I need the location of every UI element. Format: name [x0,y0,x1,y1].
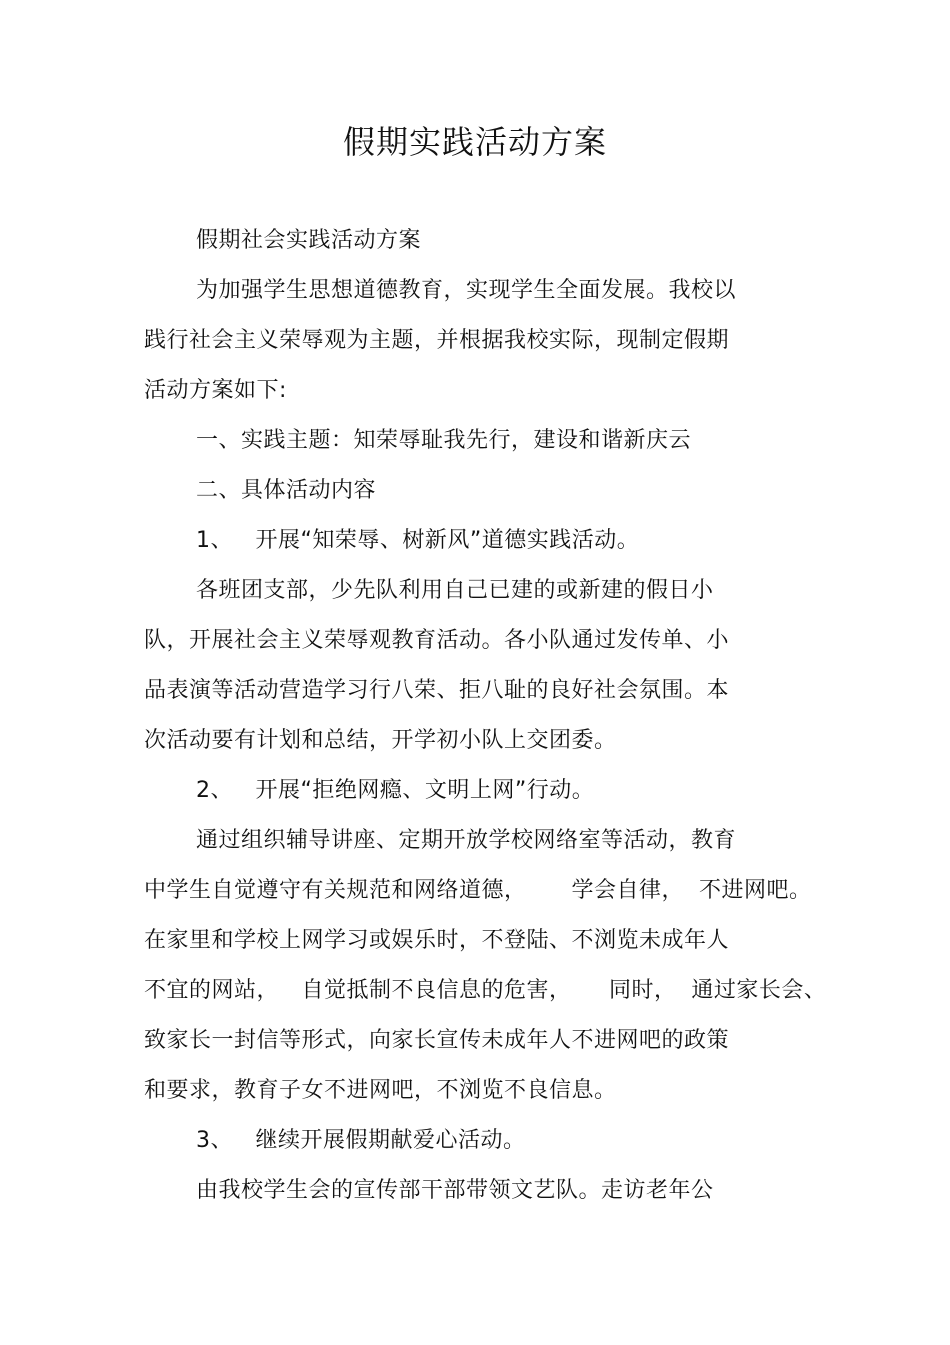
paragraph-line: 3、 继续开展假期献爱心活动。 [196,1128,526,1153]
paragraph-line: 和要求，教育子女不进网吧，不浏览不良信息。 [144,1078,617,1103]
paragraph-line: 二、具体活动内容 [196,478,377,503]
paragraph-line: 致家长一封信等形式，向家长宣传未成年人不进网吧的政策 [144,1028,730,1053]
paragraph-line: 践行社会主义荣辱观为主题，并根据我校实际，现制定假期 [144,328,730,353]
paragraph-line: 在家里和学校上网学习或娱乐时，不登陆、不浏览未成年人 [144,928,730,953]
paragraph-line: 品表演等活动营造学习行八荣、拒八耻的良好社会氛围。本 [144,678,730,703]
paragraph-line: 一、实践主题：知荣辱耻我先行，建设和谐新庆云 [196,428,692,453]
paragraph-line: 活动方案如下: [144,378,287,403]
paragraph-line: 各班团支部，少先队利用自己已建的或新建的假日小 [196,578,714,603]
paragraph-line: 2、 开展“拒绝网瘾、文明上网”行动。 [196,778,595,803]
paragraph-line: 中学生自觉遵守有关规范和网络道德， 学会自律， 不进网吧。 [144,878,812,903]
paragraph-line: 不宜的网站， 自觉抵制不良信息的危害， 同时， 通过家长会、 [144,978,827,1003]
paragraph-line: 队，开展社会主义荣辱观教育活动。各小队通过发传单、小 [144,628,730,653]
paragraph-line: 由我校学生会的宣传部干部带领文艺队。走访老年公 [196,1178,714,1203]
paragraph-line: 为加强学生思想道德教育，实现学生全面发展。我校以 [196,278,737,303]
paragraph-line: 通过组织辅导讲座、定期开放学校网络室等活动，教育 [196,828,737,853]
paragraph-line: 次活动要有计划和总结，开学初小队上交团委。 [144,728,617,753]
paragraph-line: 1、 开展“知荣辱、树新风”道德实践活动。 [196,528,640,553]
paragraph-line: 假期社会实践活动方案 [196,228,422,253]
document-title: 假期实践活动方案 [342,123,607,161]
